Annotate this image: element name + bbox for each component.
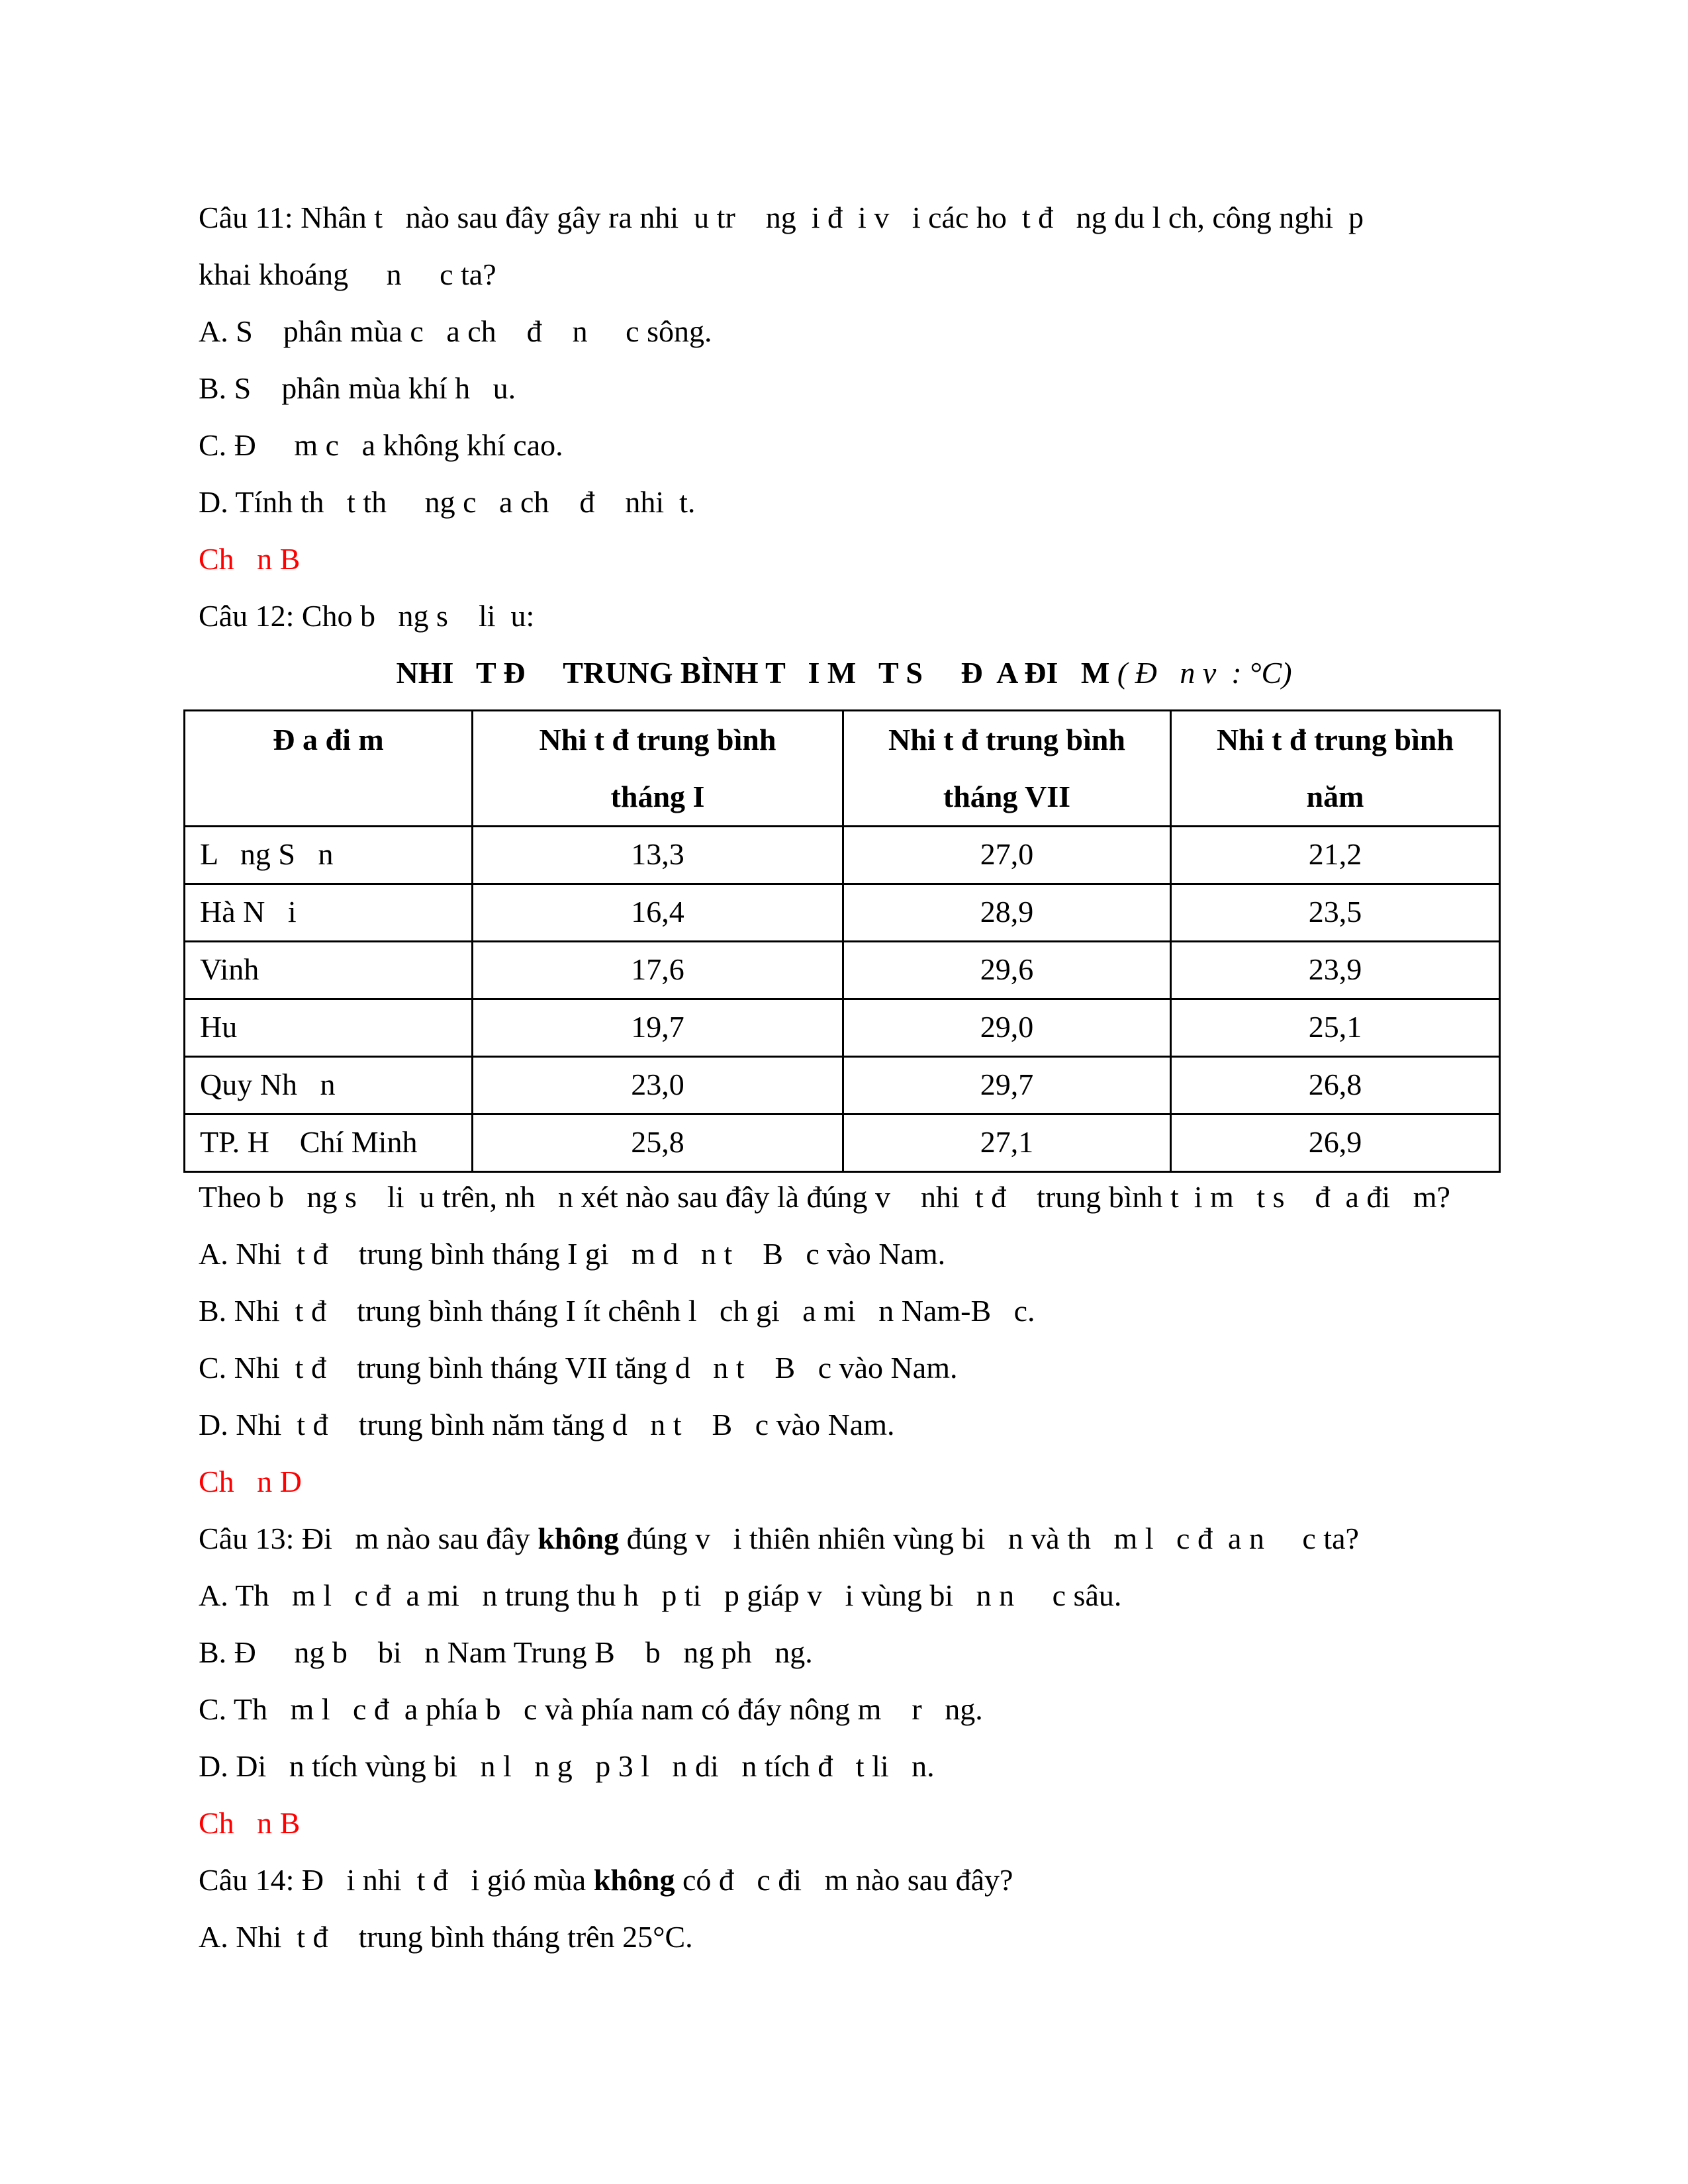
cell-year: 23,9	[1171, 942, 1500, 999]
table-row	[185, 884, 1500, 942]
q14-stem-bold: không	[593, 1863, 675, 1897]
q12-intro: Câu 12: Cho b ng s li u:	[199, 599, 535, 633]
q12-option-a: A. Nhi t đ trung bình tháng I gi m d n t B c vào Nam.	[199, 1237, 946, 1271]
cell-jul: 29,6	[843, 942, 1171, 999]
cell-place: TP. H Chí Minh	[185, 1115, 473, 1172]
cell-jan: 23,0	[473, 1057, 843, 1115]
q12-question: Theo b ng s li u trên, nh n xét nào sau đây là đúng v nhi t đ trung bình t i m t s đ a đi m?	[199, 1180, 1450, 1214]
table-title	[0, 655, 1688, 692]
cell-year: 21,2	[1171, 827, 1500, 884]
cell-jul: 28,9	[843, 884, 1171, 942]
q11-option-c: C. Đ m c a không khí cao.	[199, 428, 563, 462]
cell-jul: 27,1	[843, 1115, 1171, 1172]
cell-jan: 13,3	[473, 827, 843, 884]
q12-option-d: D. Nhi t đ trung bình năm tăng d n t B c vào Nam.	[199, 1408, 895, 1441]
cell-year: 26,8	[1171, 1057, 1500, 1115]
table-header-row	[185, 711, 1500, 827]
q11-option-a: A. S phân mùa c a ch đ n c sông.	[199, 314, 712, 348]
q12-answer: Ch n D	[199, 1465, 302, 1498]
cell-year: 23,5	[1171, 884, 1500, 942]
cell-place: Hà N i	[185, 884, 473, 942]
q11-stem-line2: khai khoáng n c ta?	[199, 257, 496, 291]
cell-jan: 25,8	[473, 1115, 843, 1172]
cell-place: L ng S n	[185, 827, 473, 884]
cell-place: Hu	[185, 999, 473, 1057]
cell-place: Quy Nh n	[185, 1057, 473, 1115]
cell-jan: 19,7	[473, 999, 843, 1057]
table-row	[185, 1115, 1500, 1172]
q13-stem-before: Câu 13: Đi m nào sau đây	[199, 1522, 538, 1555]
cell-place: Vinh	[185, 942, 473, 999]
q13-stem-bold: không	[538, 1522, 620, 1555]
cell-jul: 27,0	[843, 827, 1171, 884]
q12-option-c: C. Nhi t đ trung bình tháng VII tăng d n t B c vào Nam.	[199, 1351, 958, 1385]
q13-option-a: A. Th m l c đ a mi n trung thu h p ti p giáp v i vùng bi n n c sâu.	[199, 1578, 1122, 1612]
q13-option-c: C. Th m l c đ a phía b c và phía nam có đáy nông m r ng.	[199, 1692, 983, 1726]
temperature-table	[183, 709, 1501, 1173]
table-unit: ( Đ n v : °C)	[1117, 656, 1292, 690]
table-row	[185, 1057, 1500, 1115]
cell-jul: 29,7	[843, 1057, 1171, 1115]
cell-jul: 29,0	[843, 999, 1171, 1057]
q13-stem-after: đúng v i thiên nhiên vùng bi n và th m l c đ a n c ta?	[619, 1522, 1359, 1555]
q11-option-d: D. Tính th t th ng c a ch đ nhi t.	[199, 485, 696, 519]
q11-option-b: B. S phân mùa khí h u.	[199, 371, 516, 405]
header-january: Nhi t đ trung bình tháng I	[473, 711, 843, 827]
cell-jan: 16,4	[473, 884, 843, 942]
header-location: Đ a đi m	[185, 711, 473, 827]
table-row	[185, 942, 1500, 999]
header-year: Nhi t đ trung bình năm	[1171, 711, 1500, 827]
q14-stem	[199, 1862, 1013, 1899]
q14-option-a: A. Nhi t đ trung bình tháng trên 25°C.	[199, 1920, 693, 1954]
cell-year: 26,9	[1171, 1115, 1500, 1172]
q13-option-d: D. Di n tích vùng bi n l n g p 3 l n di n tích đ t li n.	[199, 1749, 935, 1783]
q11-stem-line1: Câu 11: Nhân t nào sau đây gây ra nhi u tr ng i đ i v i các ho t đ ng du l ch, công nghi p	[199, 201, 1364, 234]
table-row	[185, 827, 1500, 884]
header-july: Nhi t đ trung bình tháng VII	[843, 711, 1171, 827]
q11-answer: Ch n B	[199, 542, 301, 576]
q14-stem-after: có đ c đi m nào sau đây?	[675, 1863, 1013, 1897]
q13-option-b: B. Đ ng b bi n Nam Trung B b ng ph ng.	[199, 1635, 813, 1669]
q13-answer: Ch n B	[199, 1806, 301, 1840]
q13-stem	[199, 1520, 1359, 1557]
table-row	[185, 999, 1500, 1057]
table-title-text: NHI T Đ TRUNG BÌNH T I M T S Đ A ĐI M	[396, 656, 1110, 690]
q12-option-b: B. Nhi t đ trung bình tháng I ít chênh l ch gi a mi n Nam-B c.	[199, 1294, 1035, 1328]
cell-year: 25,1	[1171, 999, 1500, 1057]
q14-stem-before: Câu 14: Đ i nhi t đ i gió mùa	[199, 1863, 594, 1897]
cell-jan: 17,6	[473, 942, 843, 999]
